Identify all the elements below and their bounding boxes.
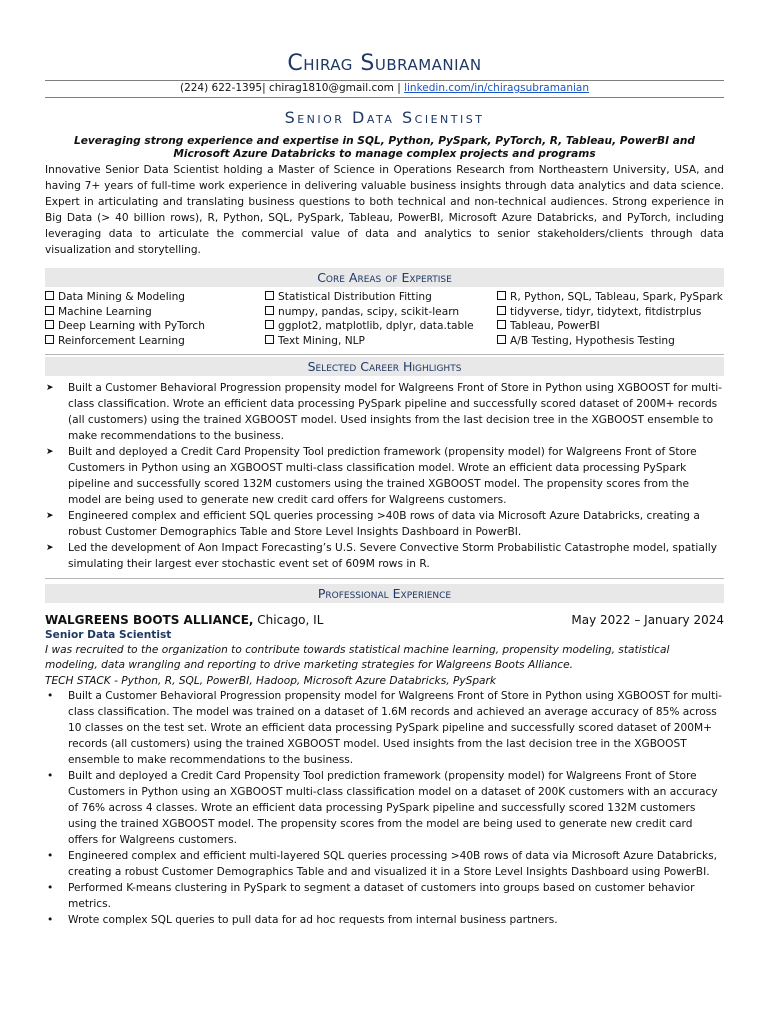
job-bullet-item: • Built and deployed a Credit Card Propensity Tool prediction framework (propensity model) for Walgreens Front of Store Customers in Python using an XGBOOST multi-class classification model on a dataset of 200K customers with an accuracy of 76% across 4 classes. Wrote an efficient data processing PySpark pipeline and successfully scored 132M customers using the trained XGBOOST model. The propensity scores from the model are being used to generate new credit card offers for Walgreens customers. bbox=[47, 770, 718, 846]
section-career-highlights: Selected Career Highlights bbox=[45, 357, 724, 376]
contact-line bbox=[45, 81, 724, 95]
highlight-item: ➤ Engineered complex and efficient SQL queries processing >40B rows of data via Microsoft Azure Databricks, creating a robust Customer Demographics Table and Store Level Insights Dashboard in PowerBI. bbox=[46, 510, 700, 538]
section-divider bbox=[45, 578, 724, 579]
section-core-expertise: Core Areas of Expertise bbox=[45, 268, 724, 287]
arrow-bullet-icon: ➤ bbox=[46, 511, 54, 521]
employer bbox=[45, 612, 323, 628]
highlight-item: ➤ Led the development of Aon Impact Forecasting’s U.S. Severe Convective Storm Probabilistic Catastrophe model, spatially simulating their largest ever stochastic event set of 609M rows in R. bbox=[46, 542, 718, 570]
job-bullet-item: • Built a Customer Behavioral Progression propensity model for Walgreens Front of Store in Python using XGBOOST for multi-class classification. The model was trained on a dataset of 1.6M records and achieved an average accuracy of 85% across 10 classes on the test set. Wrote an efficient data processing PySpark pipeline and successfully scored dataset of 200M+ records (all customers) using the trained XGBOOST model. Used insights from the last decision tree in the XGBOOST ensemble to make recommendations to the business. bbox=[47, 690, 722, 766]
checkbox-icon bbox=[265, 291, 274, 300]
bullet-icon: • bbox=[47, 882, 54, 894]
checkbox-icon bbox=[45, 320, 54, 329]
section-divider bbox=[45, 354, 724, 355]
checkbox-icon bbox=[497, 306, 506, 315]
contact-divider bbox=[45, 97, 724, 98]
skill-item: ggplot2, matplotlib, dplyr, data.table bbox=[265, 319, 497, 334]
checkbox-icon bbox=[497, 335, 506, 344]
skills-column bbox=[497, 290, 724, 348]
tech-stack: TECH STACK - Python, R, SQL, PowerBI, Hadoop, Microsoft Azure Databricks, PySpark bbox=[45, 675, 497, 687]
bullet-icon: • bbox=[47, 690, 54, 702]
job-bullet-item: • Wrote complex SQL queries to pull data for ad hoc requests from internal business partners. bbox=[47, 914, 558, 926]
company-location: Chicago, IL bbox=[253, 613, 324, 627]
skill-item: Machine Learning bbox=[45, 305, 265, 320]
checkbox-icon bbox=[497, 320, 506, 329]
job-bullets bbox=[45, 688, 724, 928]
job-bullet-item: • Performed K-means clustering in PySpark to segment a dataset of customers into groups based on customer behavior metrics. bbox=[47, 882, 695, 910]
checkbox-icon bbox=[45, 291, 54, 300]
skill-item: Deep Learning with PyTorch bbox=[45, 319, 265, 334]
skill-item: A/B Testing, Hypothesis Testing bbox=[497, 334, 724, 349]
skill-item: Statistical Distribution Fitting bbox=[265, 290, 497, 305]
skills-column bbox=[265, 290, 497, 348]
contact-details: (224) 622-1395| chirag1810@gmail.com | bbox=[179, 82, 405, 94]
skills-grid bbox=[45, 290, 724, 348]
skill-item: R, Python, SQL, Tableau, Spark, PySpark bbox=[497, 290, 724, 305]
bullet-icon: • bbox=[47, 770, 54, 782]
highlight-item: ➤ Built a Customer Behavioral Progression propensity model for Walgreens Front of Store in Python using XGBOOST for multi-class classification. Wrote an efficient data processing PySpark pipeline and successfully scored dataset of 200M+ records (all customers) using the trained XGBOOST model. Used insights from the last decision tree in the XGBOOST ensemble to make recommendations to the business. bbox=[46, 382, 722, 442]
skill-item: Text Mining, NLP bbox=[265, 334, 497, 349]
checkbox-icon bbox=[45, 335, 54, 344]
section-professional-experience: Professional Experience bbox=[45, 584, 724, 603]
candidate-name: Chirag Subramanian bbox=[287, 51, 482, 76]
skill-item: Reinforcement Learning bbox=[45, 334, 265, 349]
job-role: Senior Data Scientist bbox=[45, 629, 172, 641]
bullet-icon: • bbox=[47, 850, 54, 862]
bullet-icon: • bbox=[47, 914, 54, 926]
job-intro: I was recruited to the organization to contribute towards statistical machine learning, propensity modeling, statistical modeling, data wrangling and reporting to drive marketing strategies for Walgreens Boots Alliance. bbox=[45, 644, 670, 671]
skill-item: Data Mining & Modeling bbox=[45, 290, 265, 305]
checkbox-icon bbox=[265, 320, 274, 329]
employment-dates: May 2022 – January 2024 bbox=[571, 613, 724, 627]
tagline: Leveraging strong experience and expertise in SQL, Python, PySpark, PyTorch, R, Tableau, PowerBI and Microsoft Azure Databricks to manage complex projects and programs bbox=[73, 135, 696, 160]
arrow-bullet-icon: ➤ bbox=[46, 447, 54, 457]
arrow-bullet-icon: ➤ bbox=[46, 383, 54, 393]
job-header bbox=[45, 612, 724, 628]
skill-item: Tableau, PowerBI bbox=[497, 319, 724, 334]
linkedin-link[interactable]: linkedin.com/in/chiragsubramanian bbox=[404, 82, 590, 94]
checkbox-icon bbox=[265, 335, 274, 344]
checkbox-icon bbox=[497, 291, 506, 300]
checkbox-icon bbox=[45, 306, 54, 315]
highlights-list bbox=[45, 380, 724, 572]
skill-item: tidyverse, tidyr, tidytext, fitdistrplus bbox=[497, 305, 724, 320]
job-headline: Senior Data Scientist bbox=[284, 108, 485, 127]
arrow-bullet-icon: ➤ bbox=[46, 543, 54, 553]
skills-column bbox=[45, 290, 265, 348]
company-name: WALGREENS BOOTS ALLIANCE, bbox=[45, 613, 254, 627]
checkbox-icon bbox=[265, 306, 274, 315]
skill-item: numpy, pandas, scipy, scikit-learn bbox=[265, 305, 497, 320]
professional-summary: Innovative Senior Data Scientist holding a Master of Science in Operations Research from Northeastern University, USA, and having 7+ years of full-time work experience in delivering valuable business insights through data analytics and data science. Expert in articulating and translating business questions to both technical and non-technical audiences. Strong experience in Big Data (> 40 billion rows), R, Python, SQL, PySpark, Tableau, PowerBI, Microsoft Azure Databricks, and PyTorch, including leveraging data to articulate the commercial value of data and analytics to senior stakeholders/clients through data visualization and storytelling. bbox=[45, 164, 724, 256]
highlight-item: ➤ Built and deployed a Credit Card Propensity Tool prediction framework (propensity model) for Walgreens Front of Store Customers in Python using an XGBOOST multi-class classification model. Wrote an efficient data processing PySpark pipeline and successfully scored 132M customers using the trained XGBOOST model. The propensity scores from the model are being used to generate new credit card offers for Walgreens customers. bbox=[46, 446, 697, 506]
job-bullet-item: • Engineered complex and efficient multi-layered SQL queries processing >40B rows of data via Microsoft Azure Databricks, creating a robust Customer Demographics Table and and visualized it in a Store Level Insights Dashboard using PowerBI. bbox=[47, 850, 717, 878]
